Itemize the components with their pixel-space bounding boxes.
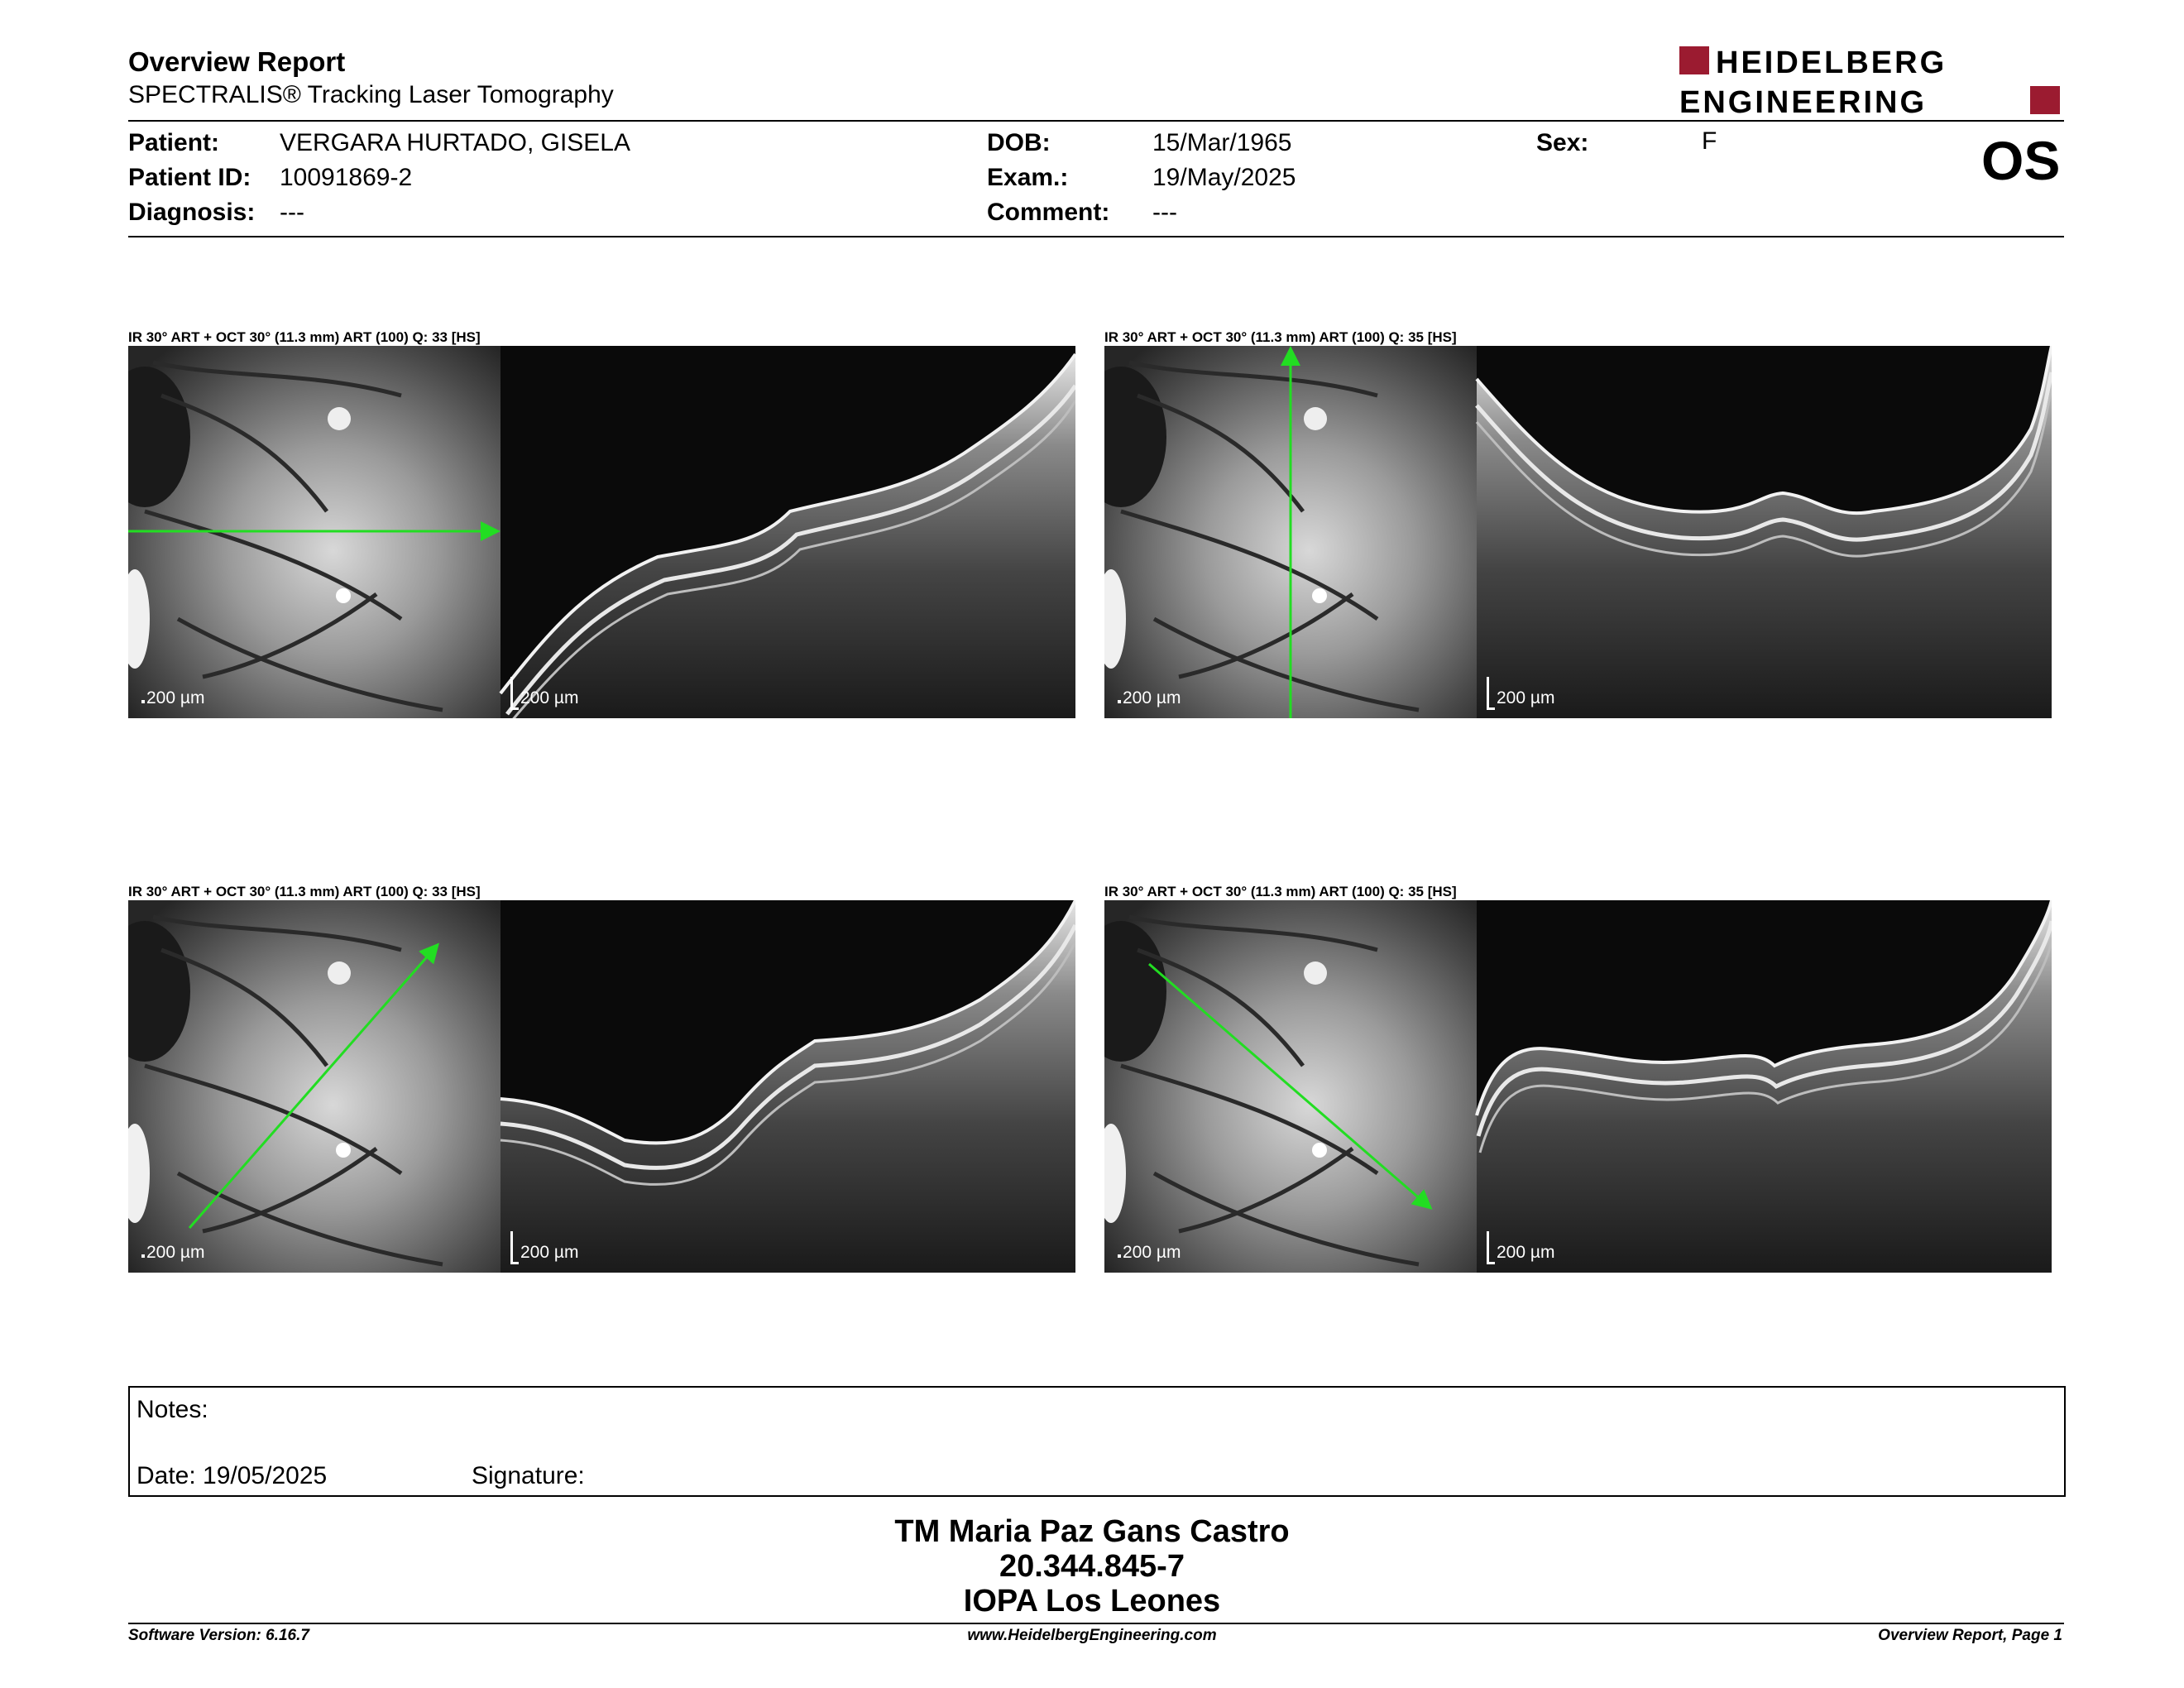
logo-line2: ENGINEERING [1679,85,1928,117]
patient-name: VERGARA HURTADO, GISELA [280,129,630,156]
diagnosis-value: --- [280,199,304,226]
report-subtitle: SPECTRALIS® Tracking Laser Tomography [128,81,614,108]
patient-id-label: Patient ID: [128,164,251,191]
patient-divider [128,236,2064,237]
ir-scale-label: 200 µm [146,688,205,707]
notes-label: Notes: [136,1396,208,1423]
oct-bscan-image [1477,900,2052,1273]
oct-scale-label: 200 µm [520,688,579,707]
scan-caption: IR 30° ART + OCT 30° (11.3 mm) ART (100) Q: 33 [HS] [128,329,481,345]
eye-indicator: OS [1981,130,2061,191]
ir-scale-label: 200 µm [1123,1243,1181,1262]
website-link[interactable]: www.HeidelbergEngineering.com [967,1627,1217,1644]
logo-line1: HEIDELBERG [1716,46,1947,80]
oct-scale-label: 200 µm [520,1243,579,1262]
sex-value: F [1702,127,1717,155]
dob-value: 15/Mar/1965 [1152,129,1292,156]
patient-name-row [128,129,219,157]
header-divider [128,120,2064,122]
clinician-name: TM Maria Paz Gans Castro [894,1514,1290,1549]
page-number: Overview Report, Page 1 [1878,1627,2062,1644]
footer-divider [128,1623,2064,1624]
patient-id: 10091869-2 [280,164,413,191]
exam-label: Exam.: [987,164,1069,191]
oct-bscan-image [1477,346,2052,718]
notes-box[interactable] [128,1386,2066,1497]
software-version: Software Version: 6.16.7 [128,1627,309,1644]
oct-bscan-image [500,900,1075,1273]
signature-label: Signature: [472,1462,585,1489]
oct-bscan-image [500,346,1075,718]
comment-label: Comment: [987,199,1110,226]
scan-caption: IR 30° ART + OCT 30° (11.3 mm) ART (100) Q: 35 [HS] [1104,329,1457,345]
patient-label: Patient: [128,129,220,156]
dob-label: DOB: [987,129,1051,156]
oct-scale-label: 200 µm [1497,1243,1555,1262]
scan-caption: IR 30° ART + OCT 30° (11.3 mm) ART (100) Q: 33 [HS] [128,884,481,899]
heidelberg-logo [1679,45,2060,117]
notes-date: Date: 19/05/2025 [136,1462,328,1489]
ir-scale-label: 200 µm [146,1243,205,1262]
clinician-id: 20.344.845-7 [999,1549,1185,1584]
ir-scale-label: 200 µm [1123,688,1181,707]
scan-caption: IR 30° ART + OCT 30° (11.3 mm) ART (100) Q: 35 [HS] [1104,884,1457,899]
sex-label: Sex: [1536,129,1589,156]
exam-value: 19/May/2025 [1152,164,1296,191]
report-title: Overview Report [128,46,346,77]
comment-value: --- [1152,199,1177,226]
clinic-name: IOPA Los Leones [963,1584,1221,1618]
oct-scale-label: 200 µm [1497,688,1555,707]
diagnosis-label: Diagnosis: [128,199,256,226]
